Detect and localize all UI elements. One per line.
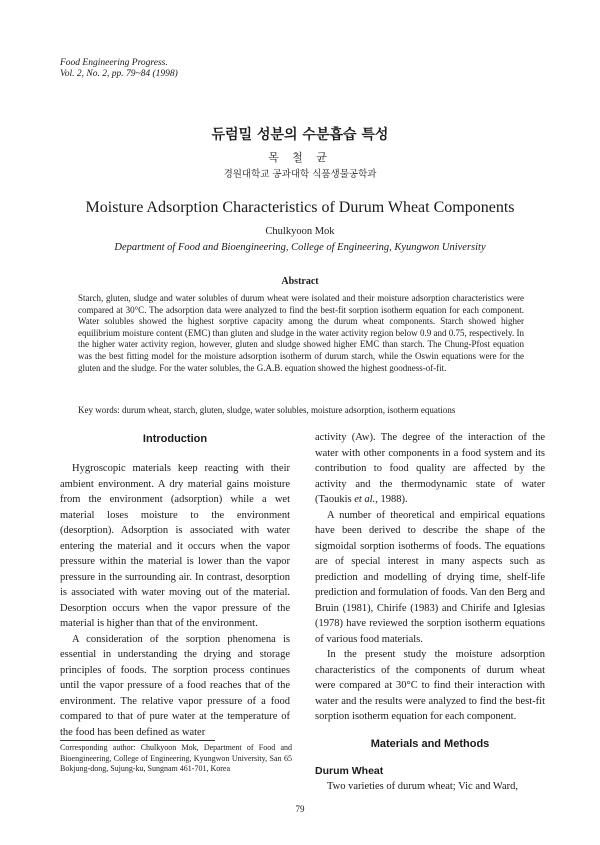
corresponding-author-footnote: Corresponding author: Chulkyoon Mok, Department of Food and Bioengineering, College of Engineering, Kyungwon University, San 65 Bokjung-dong, Sujung-ku, Sungnam 461-701, Korea xyxy=(60,743,292,773)
english-author: Chulkyoon Mok xyxy=(265,226,335,237)
journal-issue: Vol. 2, No. 2, pp. 79~84 (1998) xyxy=(60,69,178,79)
methods-paragraph-1: Two varieties of durum wheat; Vic and Ward, xyxy=(327,781,519,792)
continued-text-a: activity (Aw). The degree of the interaction of the water with other components in a food system and its contribution to food quality are affected by the activity and the thermodynamic state of water (Taoukis xyxy=(315,432,545,505)
keywords: Key words: durum wheat, starch, gluten, sludge, water solubles, moisture adsorption, isotherm equations xyxy=(78,405,456,415)
right-column xyxy=(315,430,545,795)
intro-paragraph-2: A consideration of the sorption phenomena is essential in understanding the drying and storage principles of foods. The sorption process continues until the vapor pressure of a food reaches that of the environment. The relative vapor pressure of a food compared to that of pure water at the temperature of the food has been defined as water xyxy=(60,633,290,738)
page-number: 79 xyxy=(295,804,305,814)
intro-paragraph-4: In the present study the moisture adsorption characteristics of the components of durum wheat were compared at 30°C to find their interaction with water and the results were analyzed to find the best-fit sorption isotherm equation for each component. xyxy=(315,649,545,722)
korean-author: 목 철 균 xyxy=(268,151,332,164)
left-column xyxy=(60,432,290,740)
korean-affiliation: 경원대학교 공과대학 식품생물공학과 xyxy=(223,169,377,180)
durum-wheat-subheading: Durum Wheat xyxy=(315,764,384,777)
et-al: et al. xyxy=(354,494,376,505)
intro-paragraph-3: A number of theoretical and empirical equations have been derived to describe the shape of the sigmoidal sorption isotherms of foods. The equations are of special interest in many aspects such as prediction and modelling of drying time, shelf-life prediction and formulation of foods. Van den Berg and Bruin (1981), Chirife (1983) and Chirife and Iglesias (1978) have reviewed the sorption isotherm equations of various food materials. xyxy=(315,509,545,645)
abstract-heading: Abstract xyxy=(281,276,319,287)
abstract-body: Starch, gluten, sludge and water solubles of durum wheat were isolated and their moisture adsorption characteristics were compared at 30°C. The adsorption data were analyzed to find the best-fit sorption isotherm equation for each component. Water solubles showed the highest sorptive capacity among the durum wheat components. Starch showed higher equilibrium moisture content (EMC) than gluten and sludge in the water activity region below 0.9 and 0.75, respectively. In the higher water activity region, however, gluten and sludge showed higher EMC than starch. The Chung-Pfost equation was the best fitting model for the moisture adsorption isotherm of durum starch, while the Oswin equations were for the gluten and the sludge. For the water solubles, the G.A.B. equation showed the highest goodness-of-fit. xyxy=(78,293,524,373)
footnote-divider xyxy=(60,740,215,741)
introduction-heading: Introduction xyxy=(142,433,208,445)
methods-heading: Materials and Methods xyxy=(370,737,490,750)
korean-title: 듀럼밀 성분의 수분흡습 특성 xyxy=(211,127,389,143)
english-department: Department of Food and Bioengineering, College of Engineering, Kyungwon University xyxy=(114,242,486,253)
intro-paragraph-1: Hygroscopic materials keep reacting with their ambient environment. A dry material gains moisture from the environment (adsorption) while a wet material loses moisture to the environment (desorption). Adsorption is associated with water entering the material and it occurs when the vapor pressure within the material is lower than the vapor pressure in the surrounding air. In contrast, desorption is associated with water moving out of the material. Desorption occurs when the vapor pressure of the material is higher than that of the environment. xyxy=(60,463,290,629)
journal-name: Food Engineering Progress. xyxy=(60,58,168,68)
intro-paragraph-2-continued xyxy=(315,430,545,508)
journal-citation xyxy=(60,58,178,80)
english-title: Moisture Adsorption Characteristics of Durum Wheat Components xyxy=(85,199,515,216)
continued-text-b: , 1988). xyxy=(375,494,408,505)
